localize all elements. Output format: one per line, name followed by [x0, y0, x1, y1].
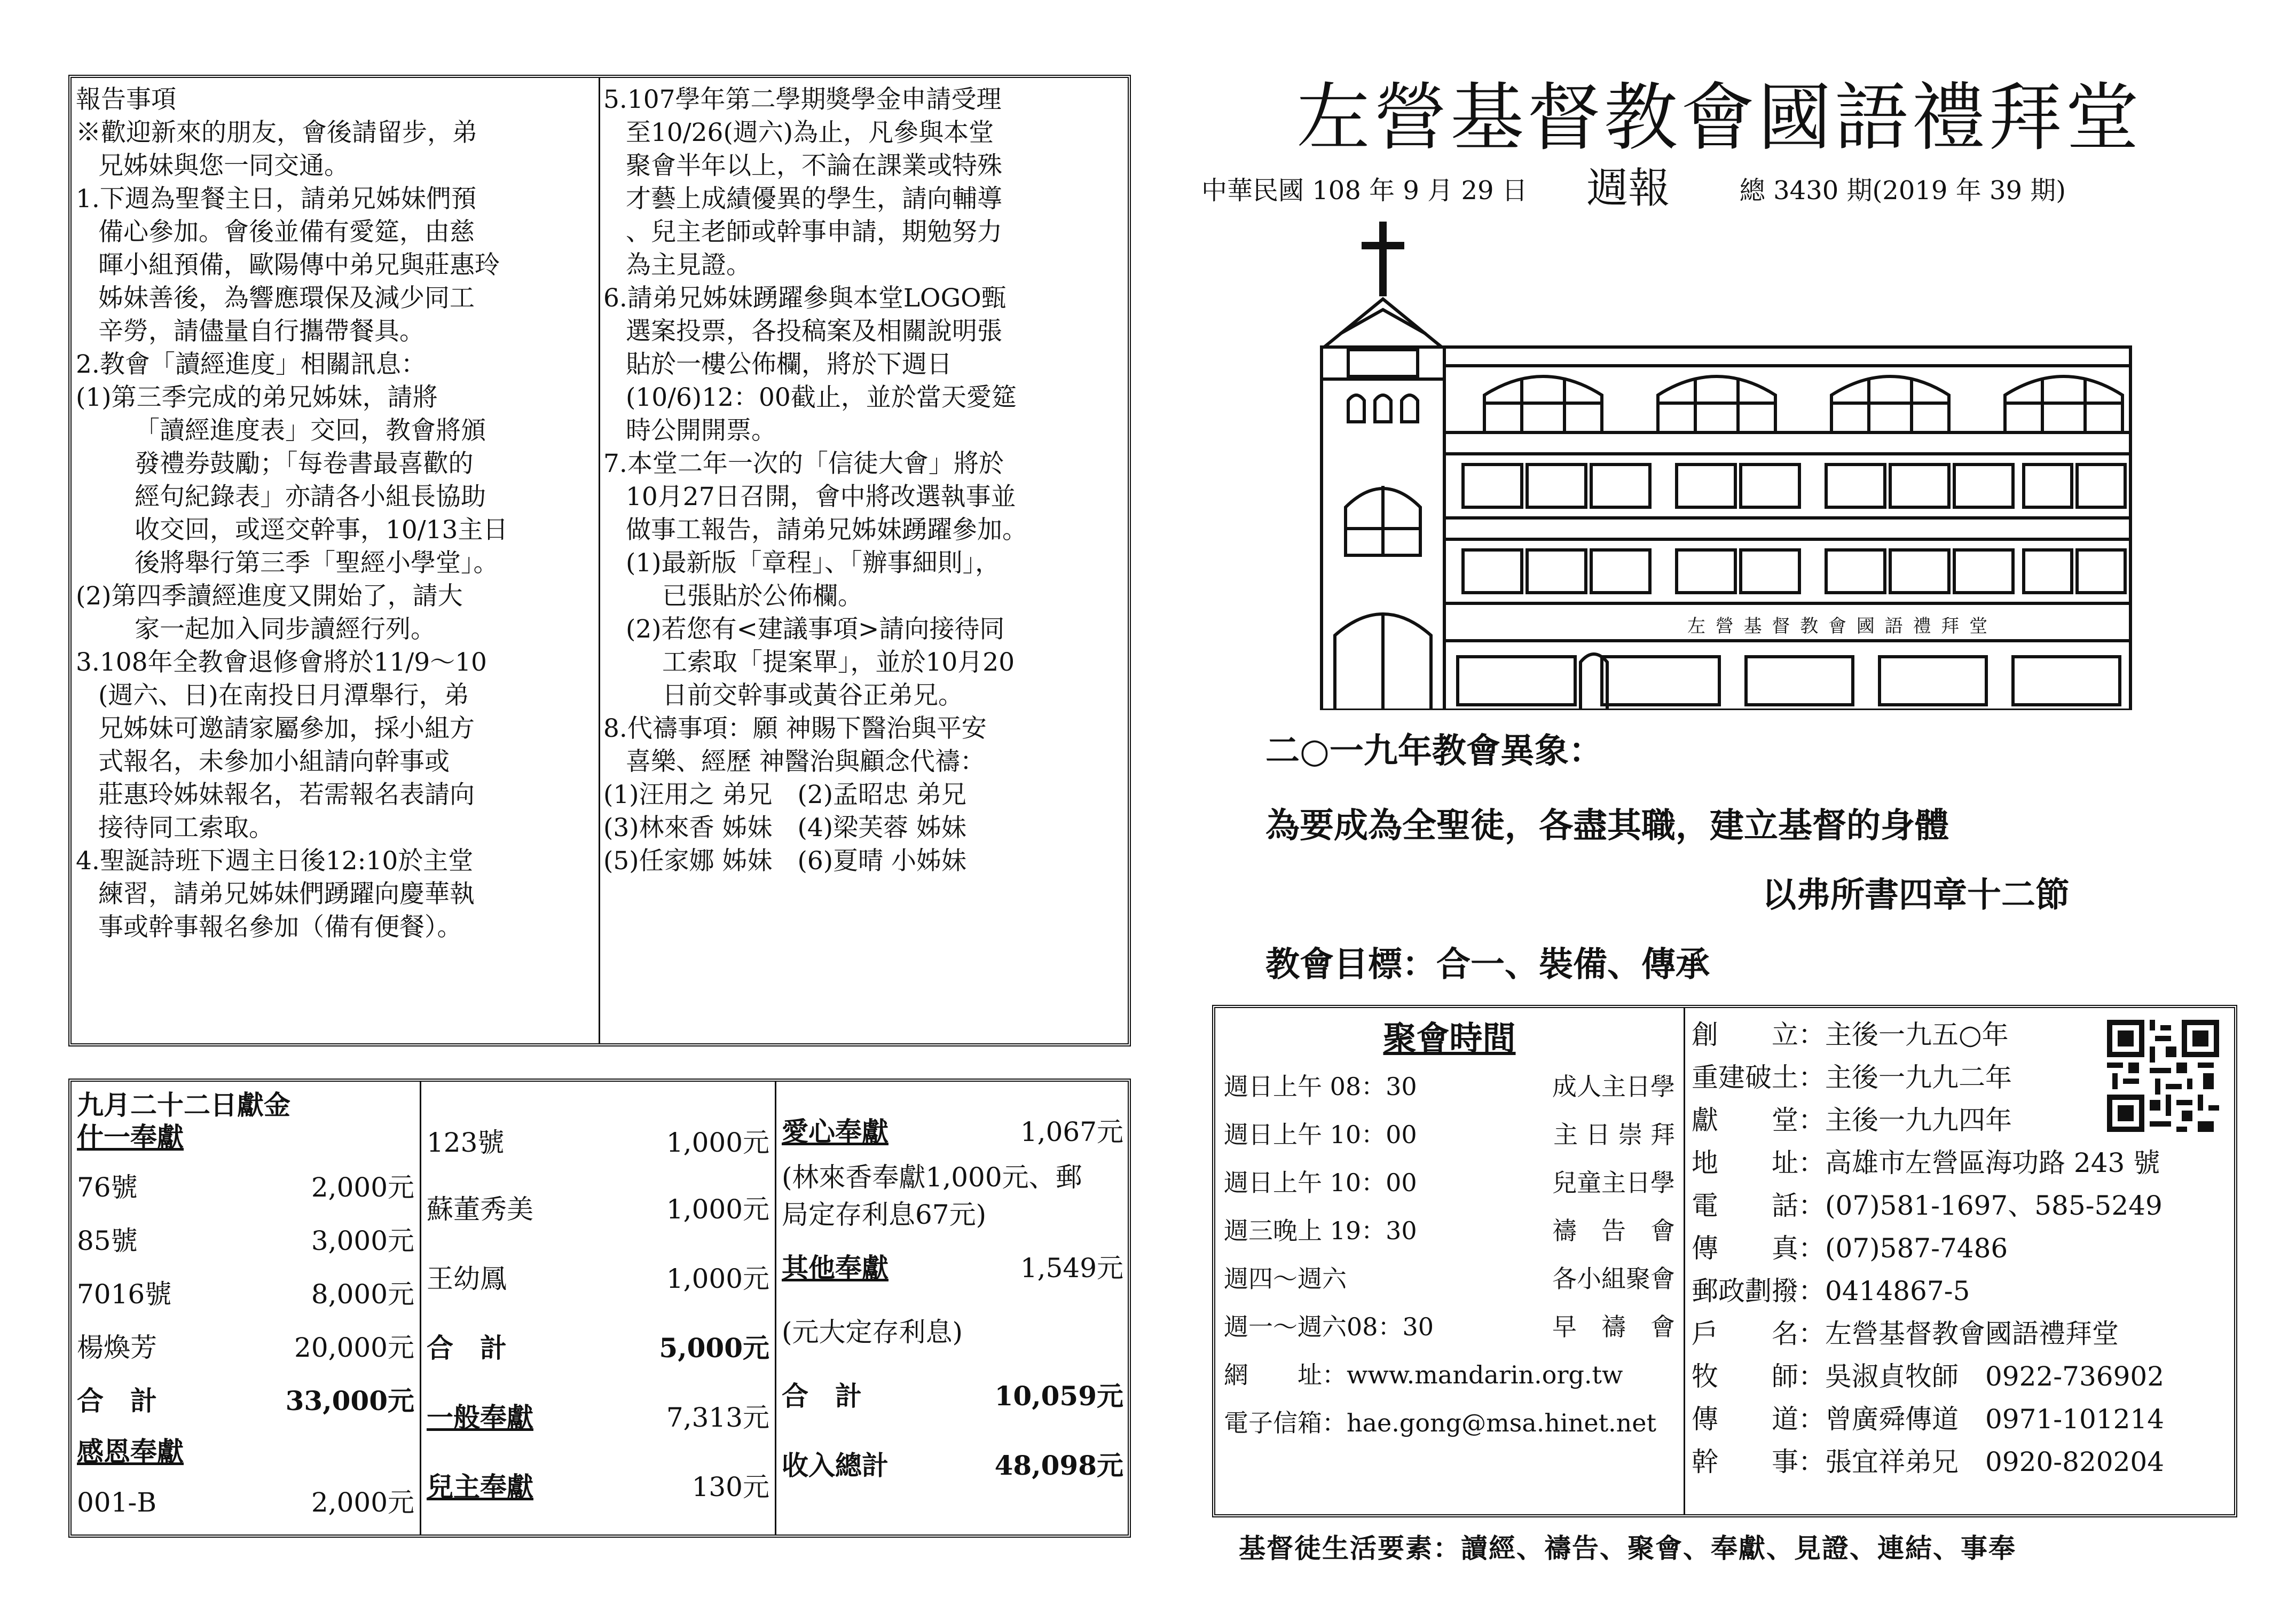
offering-column-3 — [776, 1082, 1129, 1535]
announcement-line: 式報名，未參加小組請向幹事或 — [98, 747, 450, 776]
announcement-line: 做事工報告，請弟兄姊妹踴躍參加。 — [626, 515, 1027, 545]
qr-code-icon[interactable] — [2107, 1020, 2219, 1132]
offering-title: 九月二十二日獻金 — [77, 1089, 290, 1121]
thanks-label: 感恩奉獻 — [77, 1436, 184, 1467]
offering-row: 123號 1,000元 — [427, 1127, 769, 1158]
announcement-line: 莊惠玲姊妹報名，若需報名表請向 — [98, 780, 475, 809]
meeting-row: 週日上午 08：30 成人主日學 — [1224, 1072, 1675, 1101]
announcement-line: 喜樂、經歷 神醫治與顧念代禱： — [626, 747, 985, 776]
announcement-item — [76, 646, 594, 845]
announcement-item — [603, 778, 1126, 878]
announcement-line: (2)若您有<建議事項>請向接待同 — [626, 615, 1005, 644]
announcement-line: 10月27日召開，會中將改選執事並 — [626, 482, 1016, 512]
tithe-total: 合 計 33,000元 — [77, 1385, 414, 1417]
kids-offering: 兒主奉獻 130元 — [427, 1471, 769, 1502]
tithe-row: 76號 2,000元 — [77, 1172, 414, 1203]
date-line — [1201, 155, 2259, 215]
grand-total: 收入總計 48,098元 — [782, 1450, 1123, 1481]
announcement-line: 貼於一樓公佈欄，將於下週日 — [626, 350, 952, 379]
meeting-row: 週一～週六08：30 早 禱 會 — [1224, 1312, 1675, 1341]
announcement-item — [76, 845, 594, 944]
love-offering: 愛心奉獻 1,067元 — [782, 1116, 1123, 1147]
meeting-row: 週日上午 10：00 兒童主日學 — [1224, 1168, 1675, 1197]
vision-heading: 二○一九年教會異象： — [1265, 731, 1603, 771]
announcement-line: 練習，請弟兄姊妹們踴躍向慶華執 — [98, 879, 475, 909]
church-title: 左營基督教會國語禮拜堂 — [1296, 75, 2142, 161]
website[interactable]: 網 址：www.mandarin.org.tw — [1224, 1360, 1623, 1389]
announcement-line: 已張貼於公佈欄。 — [662, 581, 863, 611]
tithe-row: 楊煥芳 20,000元 — [77, 1332, 414, 1363]
announcement-line: 聚會半年以上，不論在課業或特殊 — [626, 151, 1002, 180]
announcement-item — [603, 712, 1126, 778]
meeting-times-column — [1215, 1008, 1685, 1514]
announcement-item — [603, 547, 1126, 613]
announcement-line: 「讀經進度表」交回，教會將頒 — [135, 416, 486, 445]
announcement-line: 兄姊妹與您一同交通。 — [98, 151, 349, 180]
announcements-heading: 報告事項 — [76, 85, 176, 114]
church-info-column — [1685, 1008, 2234, 1514]
offering-row: 蘇董秀美 1,000元 — [427, 1194, 769, 1225]
announcement-line: 暉小組預備，歐陽傳中弟兄與莊惠玲 — [98, 250, 500, 280]
announcement-line: 姊妹善後，為響應環保及減少同工 — [98, 284, 475, 313]
announcement-line: 、兒主老師或幹事申請，期勉努力 — [626, 217, 1002, 247]
announcement-item — [603, 282, 1126, 447]
announcement-line: 才藝上成績優異的學生，請向輔導 — [626, 184, 1002, 214]
announcement-item — [76, 348, 594, 381]
info-groundbreaking: 重建破土：主後一九九二年 — [1692, 1062, 2012, 1093]
announcements-left-column — [72, 78, 600, 1043]
church-goal: 教會目標：合一、裝備、傳承 — [1265, 945, 1710, 985]
announcement-line: 工索取「提案單」，並於10月20 — [662, 648, 1015, 677]
col2-total: 合 計 5,000元 — [427, 1332, 769, 1364]
info-pastor: 牧 師：吳淑貞牧師 0922-736902 — [1692, 1361, 2165, 1392]
announcements-box — [68, 75, 1131, 1046]
announcement-line: 4.聖誕詩班下週主日後12:10於主堂 — [76, 846, 474, 876]
announcement-line: 1.下週為聖餐主日，請弟兄姊妹們預 — [76, 184, 476, 214]
tithe-row: 7016號 8,000元 — [77, 1279, 414, 1310]
announcement-line: 兄姊妹可邀請家屬參加，採小組方 — [98, 714, 475, 743]
announcement-line: (1)汪用之 弟兄 (2)孟昭忠 弟兄 — [603, 780, 967, 809]
love-note-line: 局定存利息67元) — [782, 1199, 987, 1230]
announcement-line: (週六、日)在南投日月潭舉行，弟 — [98, 681, 469, 710]
announcement-line: (10/6)12：00截止，並於當天愛筵 — [626, 383, 1017, 412]
other-note: (元大定存利息) — [782, 1317, 963, 1348]
announcement-line: (3)林來香 姊妹 (4)梁芙蓉 姊妹 — [603, 813, 967, 843]
announcement-line: 選案投票，各投稿案及相關說明張 — [626, 317, 1002, 346]
announcement-line: 為主見證。 — [626, 250, 751, 280]
tithe-row: 85號 3,000元 — [77, 1225, 414, 1256]
meeting-row: 週日上午 10：00 主 日 崇 拜 — [1224, 1120, 1675, 1149]
info-phone: 電 話：(07)581-1697、585-5249 — [1692, 1190, 2163, 1221]
announcement-item — [603, 447, 1126, 547]
meeting-row: 週四～週六 各小組聚會 — [1224, 1264, 1675, 1293]
offering-column-2 — [421, 1082, 776, 1535]
announcement-line: 收交回，或逕交幹事，10/13主日 — [135, 515, 508, 545]
announcement-line: 6.請弟兄姊妹踴躍參與本堂LOGO甄 — [603, 284, 1007, 313]
announcement-line: 後將舉行第三季「聖經小學堂」。 — [135, 548, 499, 578]
announcement-line: ※歡迎新來的朋友，會後請留步，弟 — [76, 118, 477, 147]
announcement-line: 接待同工索取。 — [98, 813, 274, 843]
announcement-line: (1)最新版「章程」、「辦事細則」， — [626, 548, 1001, 578]
email[interactable]: 電子信箱：hae.gong@msa.hinet.net — [1224, 1408, 1657, 1437]
offering-box — [68, 1079, 1131, 1538]
announcement-item — [603, 613, 1126, 712]
announcement-line: 5.107學年第二學期獎學金申請受理 — [603, 85, 1002, 114]
info-fax: 傳 真：(07)587-7486 — [1692, 1233, 2008, 1264]
announcement-item — [76, 116, 594, 183]
announcement-line: (1)第三季完成的弟兄姊妹，請將 — [76, 383, 438, 412]
announcements-right-column — [600, 78, 1129, 1043]
building-sign: 左 營 基 督 教 會 國 語 禮 拜 堂 — [1687, 616, 1990, 637]
love-note-line: (林來香奉獻1,000元、郵 — [782, 1162, 1082, 1193]
meeting-info-box — [1212, 1005, 2237, 1517]
announcement-item — [603, 83, 1126, 282]
info-dedication: 獻 堂：主後一九九四年 — [1692, 1105, 2012, 1136]
church-building-illustration — [1303, 219, 2136, 710]
announcement-line: 家一起加入同步讀經行列。 — [135, 615, 436, 644]
announcement-line: 辛勞，請儘量自行攜帶餐具。 — [98, 317, 424, 346]
info-secretary: 幹 事：張宜祥弟兄 0920-820204 — [1692, 1446, 2165, 1477]
announcement-line: 發禮券鼓勵；「每卷書最喜歡的 — [135, 449, 474, 478]
announcement-item — [76, 183, 594, 348]
vision-reference: 以弗所書四章十二節 — [1762, 876, 2070, 915]
info-evangelist: 傳 道：曾廣舜傳道 0971-101214 — [1692, 1404, 2165, 1435]
announcement-line: 7.本堂二年一次的「信徒大會」將於 — [603, 449, 1004, 478]
vision-statement: 為要成為全聖徒，各盡其職，建立基督的身體 — [1265, 806, 1949, 846]
issue-number: 總 3430 期(2019 年 39 期) — [1739, 176, 2066, 206]
announcement-line: 經句紀錄表」亦請各小組長協助 — [135, 482, 486, 512]
bulletin-label: 週報 — [1586, 164, 1670, 213]
announcement-item — [76, 580, 594, 646]
info-founded: 創 立：主後一九五○年 — [1692, 1019, 2009, 1050]
announcement-item — [76, 381, 594, 580]
announcement-line: (2)第四季讀經進度又開始了，請大 — [76, 581, 463, 611]
col3-total: 合 計 10,059元 — [782, 1380, 1123, 1412]
announcement-line: (5)任家娜 姊妹 (6)夏晴 小姊妹 — [603, 846, 967, 876]
announcement-line: 3.108年全教會退修會將於11/9～10 — [76, 648, 487, 677]
offering-row: 王幼鳳 1,000元 — [427, 1263, 769, 1294]
announcement-line: 事或幹事報名參加（備有便餐）。 — [98, 912, 462, 942]
bulletin-date: 中華民國 108 年 9 月 29 日 — [1201, 176, 1528, 206]
announcement-line: 2.教會「讀經進度」相關訊息： — [76, 350, 426, 379]
christian-life-essentials: 基督徒生活要素：讀經、禱告、聚會、奉獻、見證、連結、事奉 — [1239, 1533, 2016, 1564]
other-offering: 其他奉獻 1,549元 — [782, 1252, 1123, 1284]
announcement-line: 日前交幹事或黃谷正弟兄。 — [662, 681, 963, 710]
announcements-right-items — [603, 83, 1126, 878]
meeting-title: 聚會時間 — [1383, 1019, 1516, 1058]
offering-column-1 — [72, 1082, 421, 1535]
announcement-line: 備心參加。會後並備有愛筵，由慈 — [98, 217, 475, 247]
announcement-line: 時公開開票。 — [626, 416, 776, 445]
info-account-name: 戶 名：左營基督教會國語禮拜堂 — [1692, 1318, 2119, 1349]
meeting-row: 週三晚上 19：30 禱 告 會 — [1224, 1216, 1675, 1245]
info-address: 地 址：高雄市左營區海功路 243 號 — [1692, 1147, 2160, 1178]
announcement-line: 至10/26(週六)為止，凡參與本堂 — [626, 118, 994, 147]
general-offering: 一般奉獻 7,313元 — [427, 1402, 769, 1433]
info-postal-transfer: 郵政劃撥：0414867-5 — [1692, 1276, 1970, 1307]
announcement-line: 8.代禱事項：願 神賜下醫治與平安 — [603, 714, 987, 743]
tithe-label: 什一奉獻 — [77, 1121, 184, 1153]
thanks-row: 001-B 2,000元 — [77, 1487, 414, 1518]
announcements-left-items — [76, 116, 594, 944]
